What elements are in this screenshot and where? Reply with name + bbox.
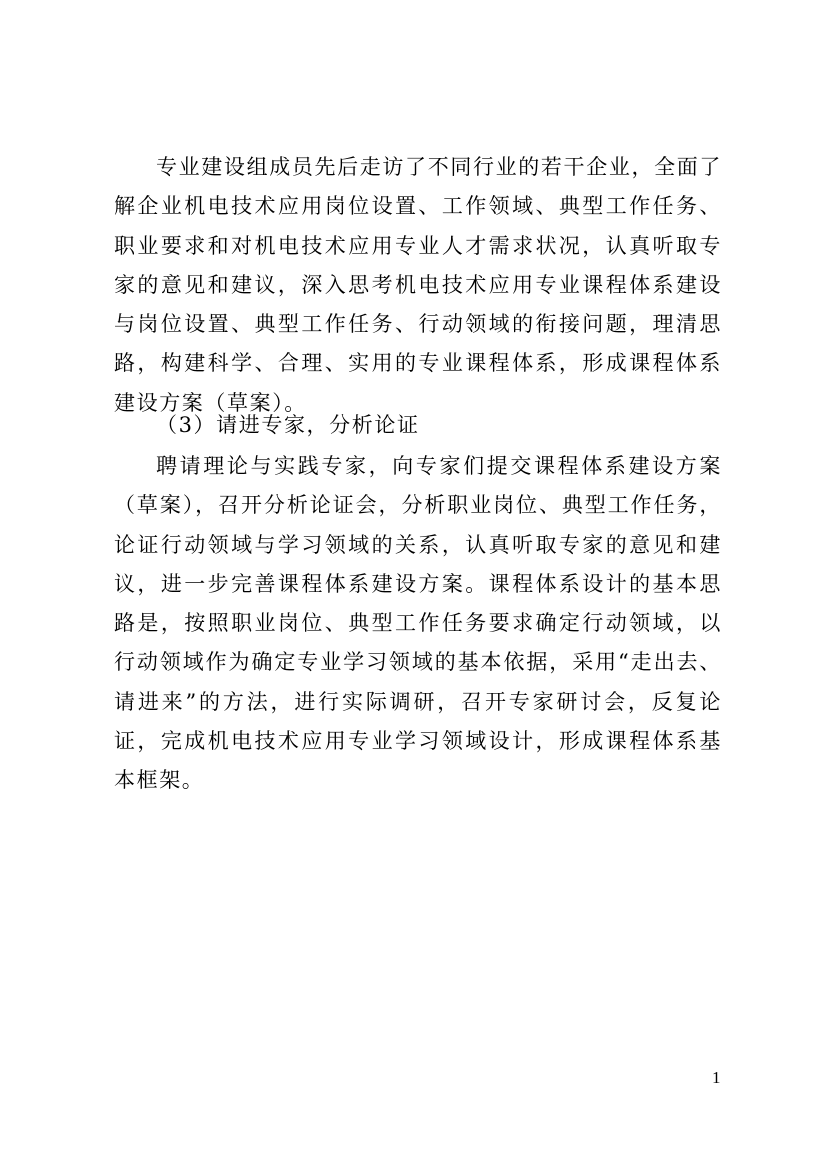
- section-heading-expert-review: （3）请进专家，分析论证: [156, 413, 420, 437]
- page-number: 1: [712, 1068, 721, 1087]
- paragraph-company-visits: 专业建设组成员先后走访了不同行业的若干企业，全面了解企业机电技术应用岗位设置、工作领域、典型工作任务、职业要求和对机电技术应用专业人才需求状况，认真听取专家的意见和建议，深入思考机电技术应用专业课程体系建设与岗位设置、典型工作任务、行动领域的衔接问题，理清思路，构建科学、合理、实用的专业课程体系，形成课程体系建设方案（草案）。: [114, 155, 722, 415]
- body-text-section-1: [114, 148, 722, 423]
- section-heading-block: [114, 406, 722, 445]
- paragraph-expert-review: 聘请理论与实践专家，向专家们提交课程体系建设方案（草案），召开分析论证会，分析职业岗位、典型工作任务，论证行动领域与学习领域的关系，认真听取专家的意见和建议，进一步完善课程体系建设方案。课程体系设计的基本思路是，按照职业岗位、典型工作任务要求确定行动领域，以行动领域作为确定专业学习领域的基本依据，采用“走出去、请进来”的方法，进行实际调研，召开专家研讨会，反复论证，完成机电技术应用专业学习领域设计，形成课程体系基本框架。: [114, 454, 722, 793]
- body-text-section-2: [114, 447, 722, 801]
